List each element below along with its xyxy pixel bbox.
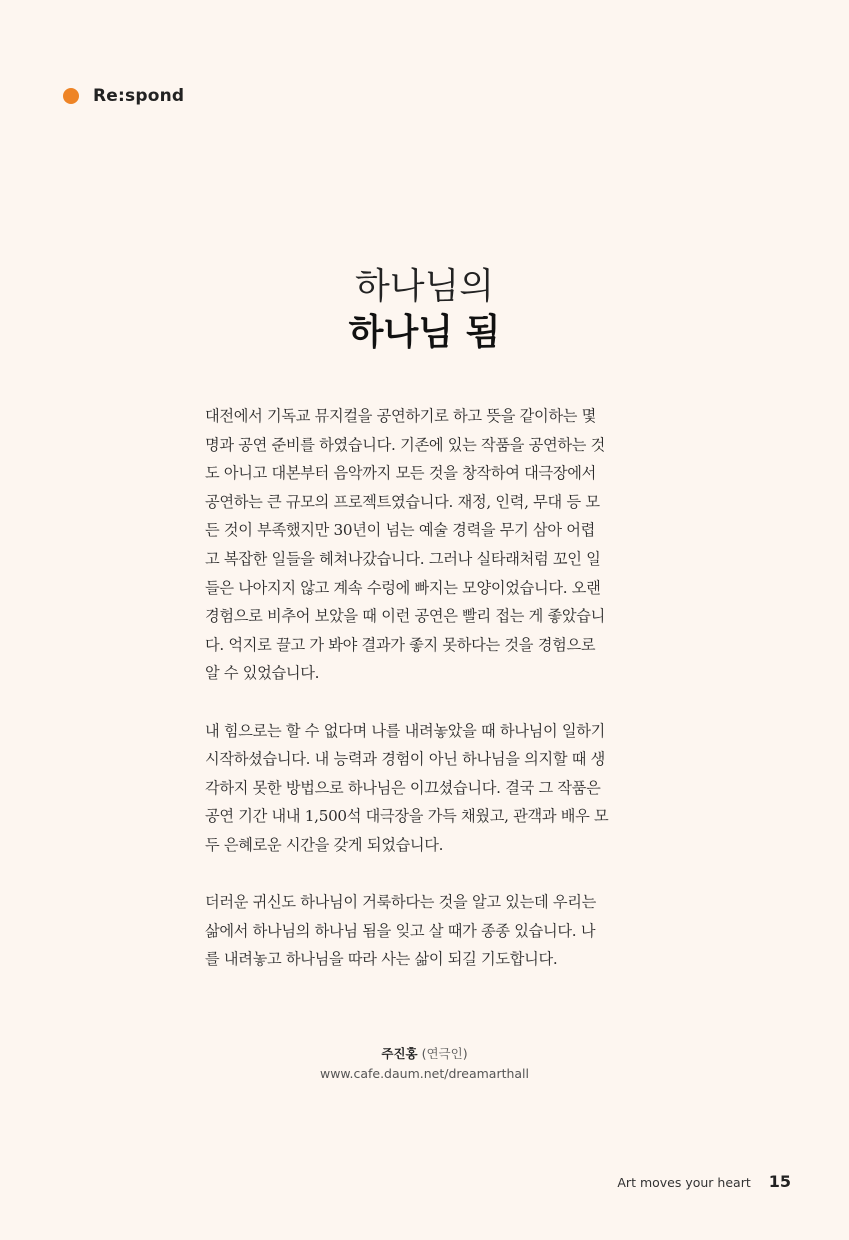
text-line: 공연하는 큰 규모의 프로젝트였습니다. 재정, 인력, 무대 등 모 <box>205 492 600 511</box>
author-role: (연극인) <box>421 1046 468 1061</box>
paragraph-3 <box>205 888 651 974</box>
title-line-1: 하나님의 <box>354 266 495 307</box>
section-dot-icon <box>63 88 79 104</box>
text-line: 들은 나아지지 않고 계속 수렁에 빠지는 모양이었습니다. 오랜 <box>205 578 601 597</box>
text-line: 알 수 있었습니다. <box>205 664 320 683</box>
author-url: www.cafe.daum.net/dreamarthall <box>319 1066 530 1081</box>
text-line: 다. 억지로 끌고 가 봐야 결과가 좋지 못하다는 것을 경험으로 <box>205 635 596 654</box>
text-line: 경험으로 비추어 보았을 때 이런 공연은 빨리 접는 게 좋았습니 <box>205 607 606 626</box>
text-line: 각하지 못한 방법으로 하나님은 이끄셨습니다. 결국 그 작품은 <box>205 778 601 797</box>
section-title: Re:spond <box>93 86 185 106</box>
article-body <box>205 402 651 1002</box>
text-line: 대전에서 기독교 뮤지컬을 공연하기로 하고 뜻을 같이하는 몇 <box>205 407 596 425</box>
text-line: 시작하셨습니다. 내 능력과 경험이 아닌 하나님을 의지할 때 생 <box>205 750 606 769</box>
text-line: 두 은혜로운 시간을 갖게 되었습니다. <box>205 835 444 854</box>
footer-tagline: Art moves your heart <box>617 1175 751 1190</box>
text-line: 공연 기간 내내 1,500석 대극장을 가득 채웠고, 관객과 배우 모 <box>205 807 609 826</box>
text-line: 고 복잡한 일들을 헤쳐나갔습니다. 그러나 실타래처럼 꼬인 일 <box>205 549 601 568</box>
text-line: 를 내려놓고 하나님을 따라 사는 삶이 되길 기도합니다. <box>205 950 558 969</box>
section-label <box>63 86 184 106</box>
text-line: 든 것이 부족했지만 30년이 넘는 예술 경력을 무기 삼아 어렵 <box>205 521 596 540</box>
article-title <box>0 264 849 356</box>
page-number: 15 <box>768 1172 791 1191</box>
title-line-2: 하나님 됨 <box>348 312 501 353</box>
author-signature <box>0 1044 849 1084</box>
paragraph-1 <box>205 402 651 688</box>
text-line: 명과 공연 준비를 하였습니다. 기존에 있는 작품을 공연하는 것 <box>205 435 606 454</box>
text-line: 내 힘으로는 할 수 없다며 나를 내려놓았을 때 하나님이 일하기 <box>205 721 606 740</box>
author-line <box>0 1044 849 1064</box>
page-footer <box>617 1172 791 1191</box>
text-line: 도 아니고 대본부터 음악까지 모든 것을 창작하여 대극장에서 <box>205 464 596 483</box>
text-line: 더러운 귀신도 하나님이 거룩하다는 것을 알고 있는데 우리는 <box>205 893 596 912</box>
author-name: 주진홍 <box>381 1046 418 1061</box>
text-line: 삶에서 하나님의 하나님 됨을 잊고 살 때가 종종 있습니다. 나 <box>205 921 596 940</box>
paragraph-2 <box>205 717 651 860</box>
